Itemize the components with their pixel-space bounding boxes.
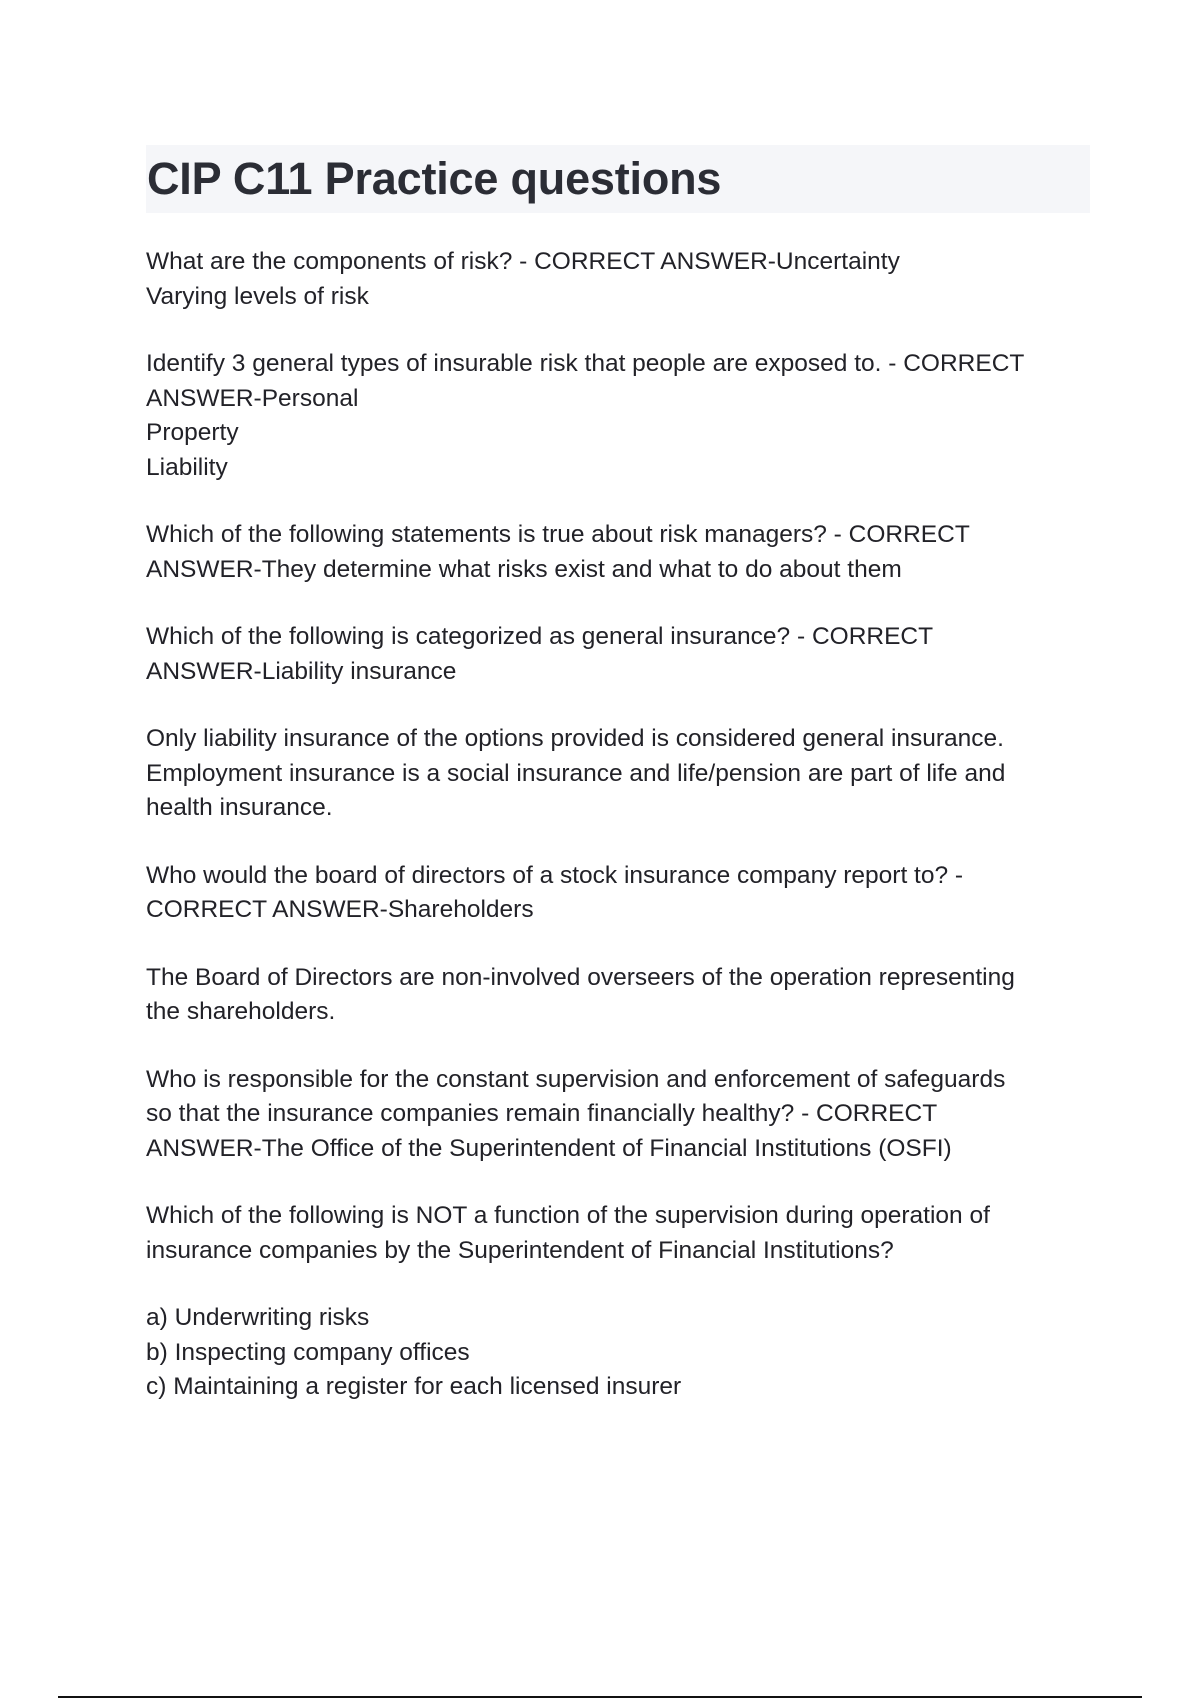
paragraph-liability-explanation <box>146 722 1090 826</box>
text-line: health insurance. <box>146 794 333 821</box>
text-line: Who would the board of directors of a stock insurance company report to? - <box>146 861 964 889</box>
text-line: Who is responsible for the constant supervision and enforcement of safeguards <box>146 1065 1006 1093</box>
text-line: Identify 3 general types of insurable risk that people are exposed to. - CORRECT <box>146 350 1025 377</box>
text-line: Which of the following is NOT a function of the supervision during operation of <box>146 1202 990 1229</box>
document-page <box>146 145 1090 1438</box>
title-banner <box>146 145 1090 213</box>
paragraph-general-insurance <box>146 620 1090 689</box>
answer-option: c) Maintaining a register for each licensed insurer <box>146 1373 682 1400</box>
text-line: Liability <box>146 453 228 481</box>
paragraph-components-of-risk <box>146 245 1090 314</box>
paragraph-osfi <box>146 1063 1090 1167</box>
paragraph-risk-managers <box>146 518 1090 587</box>
text-line: Employment insurance is a social insurance and life/pension are part of life and <box>146 759 1006 787</box>
paragraph-not-a-function <box>146 1199 1090 1268</box>
text-line: The Board of Directors are non-involved overseers of the operation representing <box>146 963 1015 991</box>
document-body <box>146 245 1090 1405</box>
text-line: ANSWER-Personal <box>146 384 359 412</box>
text-line: What are the components of risk? - CORRECT ANSWER-Uncertainty <box>146 248 900 275</box>
text-line: ANSWER-The Office of the Superintendent of Financial Institutions (OSFI) <box>146 1134 952 1162</box>
answer-option: a) Underwriting risks <box>146 1304 370 1331</box>
text-line: so that the insurance companies remain financially healthy? - CORRECT <box>146 1100 938 1127</box>
answer-option: b) Inspecting company offices <box>146 1338 470 1366</box>
answer-options-list <box>146 1301 1090 1405</box>
text-line: ANSWER-Liability insurance <box>146 657 457 685</box>
text-line: Only liability insurance of the options provided is considered general insurance. <box>146 725 1004 752</box>
text-line: CORRECT ANSWER-Shareholders <box>146 896 534 923</box>
text-line: Which of the following statements is true about risk managers? - CORRECT <box>146 521 970 548</box>
paragraph-board-explanation <box>146 961 1090 1030</box>
text-line: Which of the following is categorized as general insurance? - CORRECT <box>146 623 934 650</box>
text-line: the shareholders. <box>146 998 336 1025</box>
text-line: insurance companies by the Superintendent of Financial Institutions? <box>146 1236 894 1264</box>
footer-divider <box>58 1696 1142 1698</box>
text-line: Property <box>146 419 239 446</box>
paragraph-board-of-directors <box>146 859 1090 928</box>
text-line: Varying levels of risk <box>146 282 369 310</box>
paragraph-insurable-risk-types <box>146 347 1090 485</box>
text-line: ANSWER-They determine what risks exist and what to do about them <box>146 555 902 583</box>
page-title: CIP C11 Practice questions <box>147 153 722 204</box>
